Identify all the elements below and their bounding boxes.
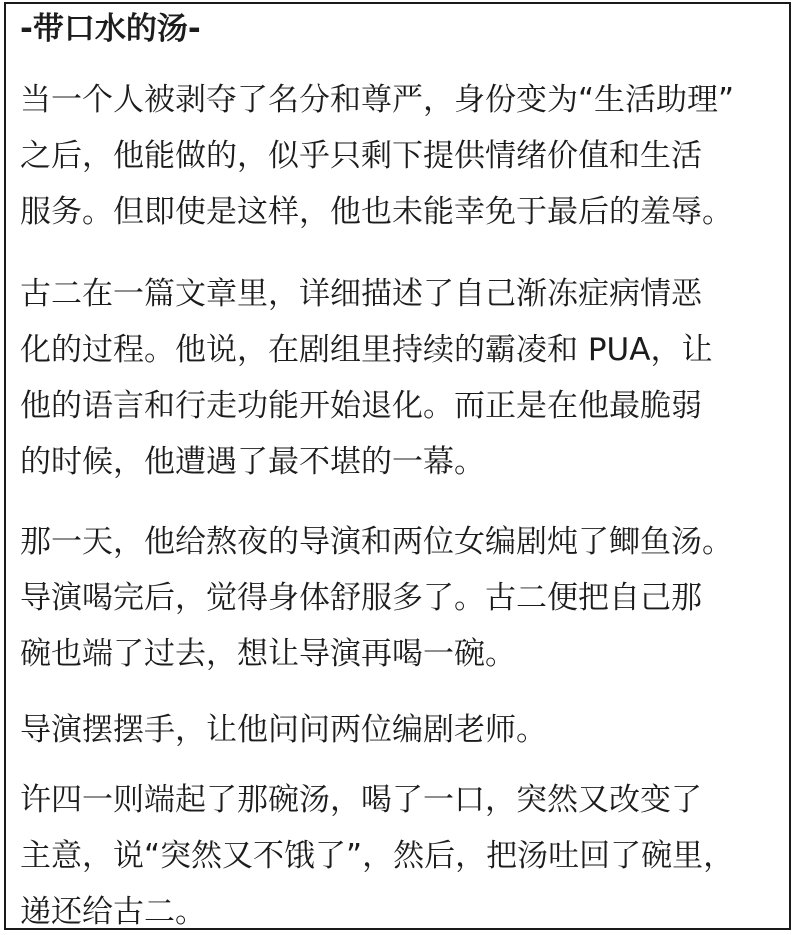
text-line: 递还给古二。: [20, 894, 206, 930]
paragraph-4: [20, 702, 790, 758]
text-line: 主意，说“突然又不饿了”，然后，把汤吐回了碗里，: [20, 838, 735, 874]
paragraph-1: [20, 72, 790, 240]
text-line: 古二在一篇文章里，详细描述了自己渐冻症病情恶: [20, 276, 702, 312]
text-line: 导演摆摆手，让他问问两位编剧老师。: [20, 712, 547, 748]
text-line: 服务。但即使是这样，他也未能幸免于最后的羞辱。: [20, 194, 733, 230]
paragraph-3: [20, 514, 790, 682]
text-line: 之后，他能做的，似乎只剩下提供情绪价值和生活: [20, 138, 702, 174]
paragraph-2: [20, 266, 790, 490]
text-line: 当一个人被剥夺了名分和尊严，身份变为“生活助理”: [20, 82, 735, 118]
text-line: 那一天，他给熬夜的导演和两位女编剧炖了鲫鱼汤。: [20, 524, 733, 560]
text-line: 碗也端了过去，想让导演再喝一碗。: [20, 636, 516, 672]
text-line: 化的过程。他说，在剧组里持续的霸凌和 PUA，让: [20, 332, 713, 368]
document-title: -带口水的汤-: [20, 11, 201, 47]
text-line: 许四一则端起了那碗汤，喝了一口，突然又改变了: [20, 782, 702, 818]
paragraph-5: [20, 772, 790, 930]
text-line: 导演喝完后，觉得身体舒服多了。古二便把自己那: [20, 580, 702, 616]
text-line: 他的语言和行走功能开始退化。而正是在他最脆弱: [20, 388, 702, 424]
text-line: 的时候，他遭遇了最不堪的一幕。: [20, 444, 485, 480]
document-frame: [4, 2, 791, 930]
